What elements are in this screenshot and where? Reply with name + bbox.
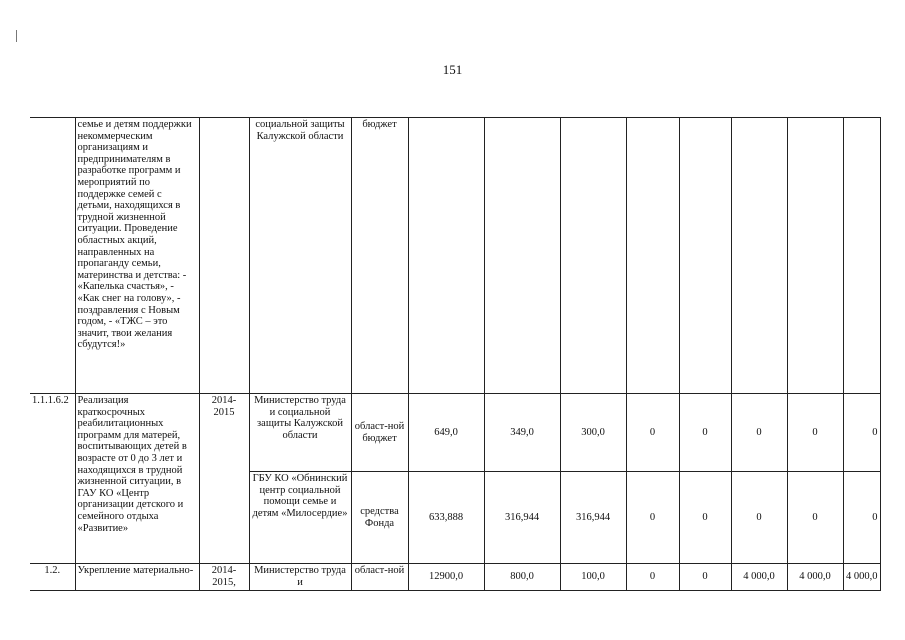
value-2016: 0 — [626, 394, 679, 472]
row-period: 2014-2015, — [199, 564, 249, 591]
value-2020: 4 000,0 — [843, 564, 880, 591]
row-description: Укрепление материально- — [75, 564, 199, 591]
row-source: средства Фонда — [351, 472, 408, 564]
row-number: 1.1.1.6.2 — [30, 394, 75, 564]
row-source: бюджет — [351, 118, 408, 394]
value-cell — [484, 118, 560, 394]
value-total: 649,0 — [408, 394, 484, 472]
value-2014: 349,0 — [484, 394, 560, 472]
value-2019: 0 — [787, 472, 843, 564]
value-2015: 316,944 — [560, 472, 626, 564]
value-cell — [679, 118, 731, 394]
value-2014: 316,944 — [484, 472, 560, 564]
row-executor: Министерство труда и — [249, 564, 351, 591]
row-executor: ГБУ КО «Обнинский центр социальной помощи семье и детям «Милосердие» — [249, 472, 351, 564]
row-number-cell — [30, 118, 75, 394]
value-2016: 0 — [626, 564, 679, 591]
value-2018: 4 000,0 — [731, 564, 787, 591]
value-cell — [843, 118, 880, 394]
value-2020: 0 — [843, 394, 880, 472]
row-period — [199, 118, 249, 394]
row-description: Реализация краткосрочных реабилитационных программ для матерей, воспитывающих детей в возрасте от 0 до 3 лет и находящихся в трудной жизненной ситуации, в ГАУ КО «Центр организации детского и семейного отдыха «Развитие» — [75, 394, 199, 564]
value-2019: 4 000,0 — [787, 564, 843, 591]
value-cell — [408, 118, 484, 394]
value-cell — [787, 118, 843, 394]
row-source: област-ной — [351, 564, 408, 591]
row-executor: социальной защиты Калужской области — [249, 118, 351, 394]
value-total: 12900,0 — [408, 564, 484, 591]
row-period: 2014-2015 — [199, 394, 249, 564]
value-2014: 800,0 — [484, 564, 560, 591]
value-2019: 0 — [787, 394, 843, 472]
value-cell — [626, 118, 679, 394]
row-executor: Министерство труда и социальной защиты Калужской области — [249, 394, 351, 472]
row-source: област-ной бюджет — [351, 394, 408, 472]
table-row-1-1-1-6-2-a — [30, 394, 880, 472]
value-cell — [731, 118, 787, 394]
value-2018: 0 — [731, 472, 787, 564]
value-2016: 0 — [626, 472, 679, 564]
value-2015: 300,0 — [560, 394, 626, 472]
scan-mark — [16, 30, 17, 42]
value-total: 633,888 — [408, 472, 484, 564]
table-row-continued — [30, 118, 880, 394]
value-2018: 0 — [731, 394, 787, 472]
row-number: 1.2. — [30, 564, 75, 591]
value-2017: 0 — [679, 394, 731, 472]
value-2017: 0 — [679, 564, 731, 591]
value-2017: 0 — [679, 472, 731, 564]
budget-table — [30, 117, 881, 591]
row-description: семье и детям поддержки некоммерческим организациям и предпринимателям в разработке программ и мероприятий по поддержке семей с детьми, находящихся в трудной жизненной ситуации. Проведение областных акций, направленных на пропаганду семьи, материнства и детства: - «Капелька счастья», - «Как снег на голову», - поздравления с Новым годом, - «ТЖС – это значит, твои желания сбудутся!» — [75, 118, 199, 394]
value-cell — [560, 118, 626, 394]
page-number: 151 — [442, 62, 463, 77]
value-2015: 100,0 — [560, 564, 626, 591]
value-2020: 0 — [843, 472, 880, 564]
table-row-1-2 — [30, 564, 880, 591]
